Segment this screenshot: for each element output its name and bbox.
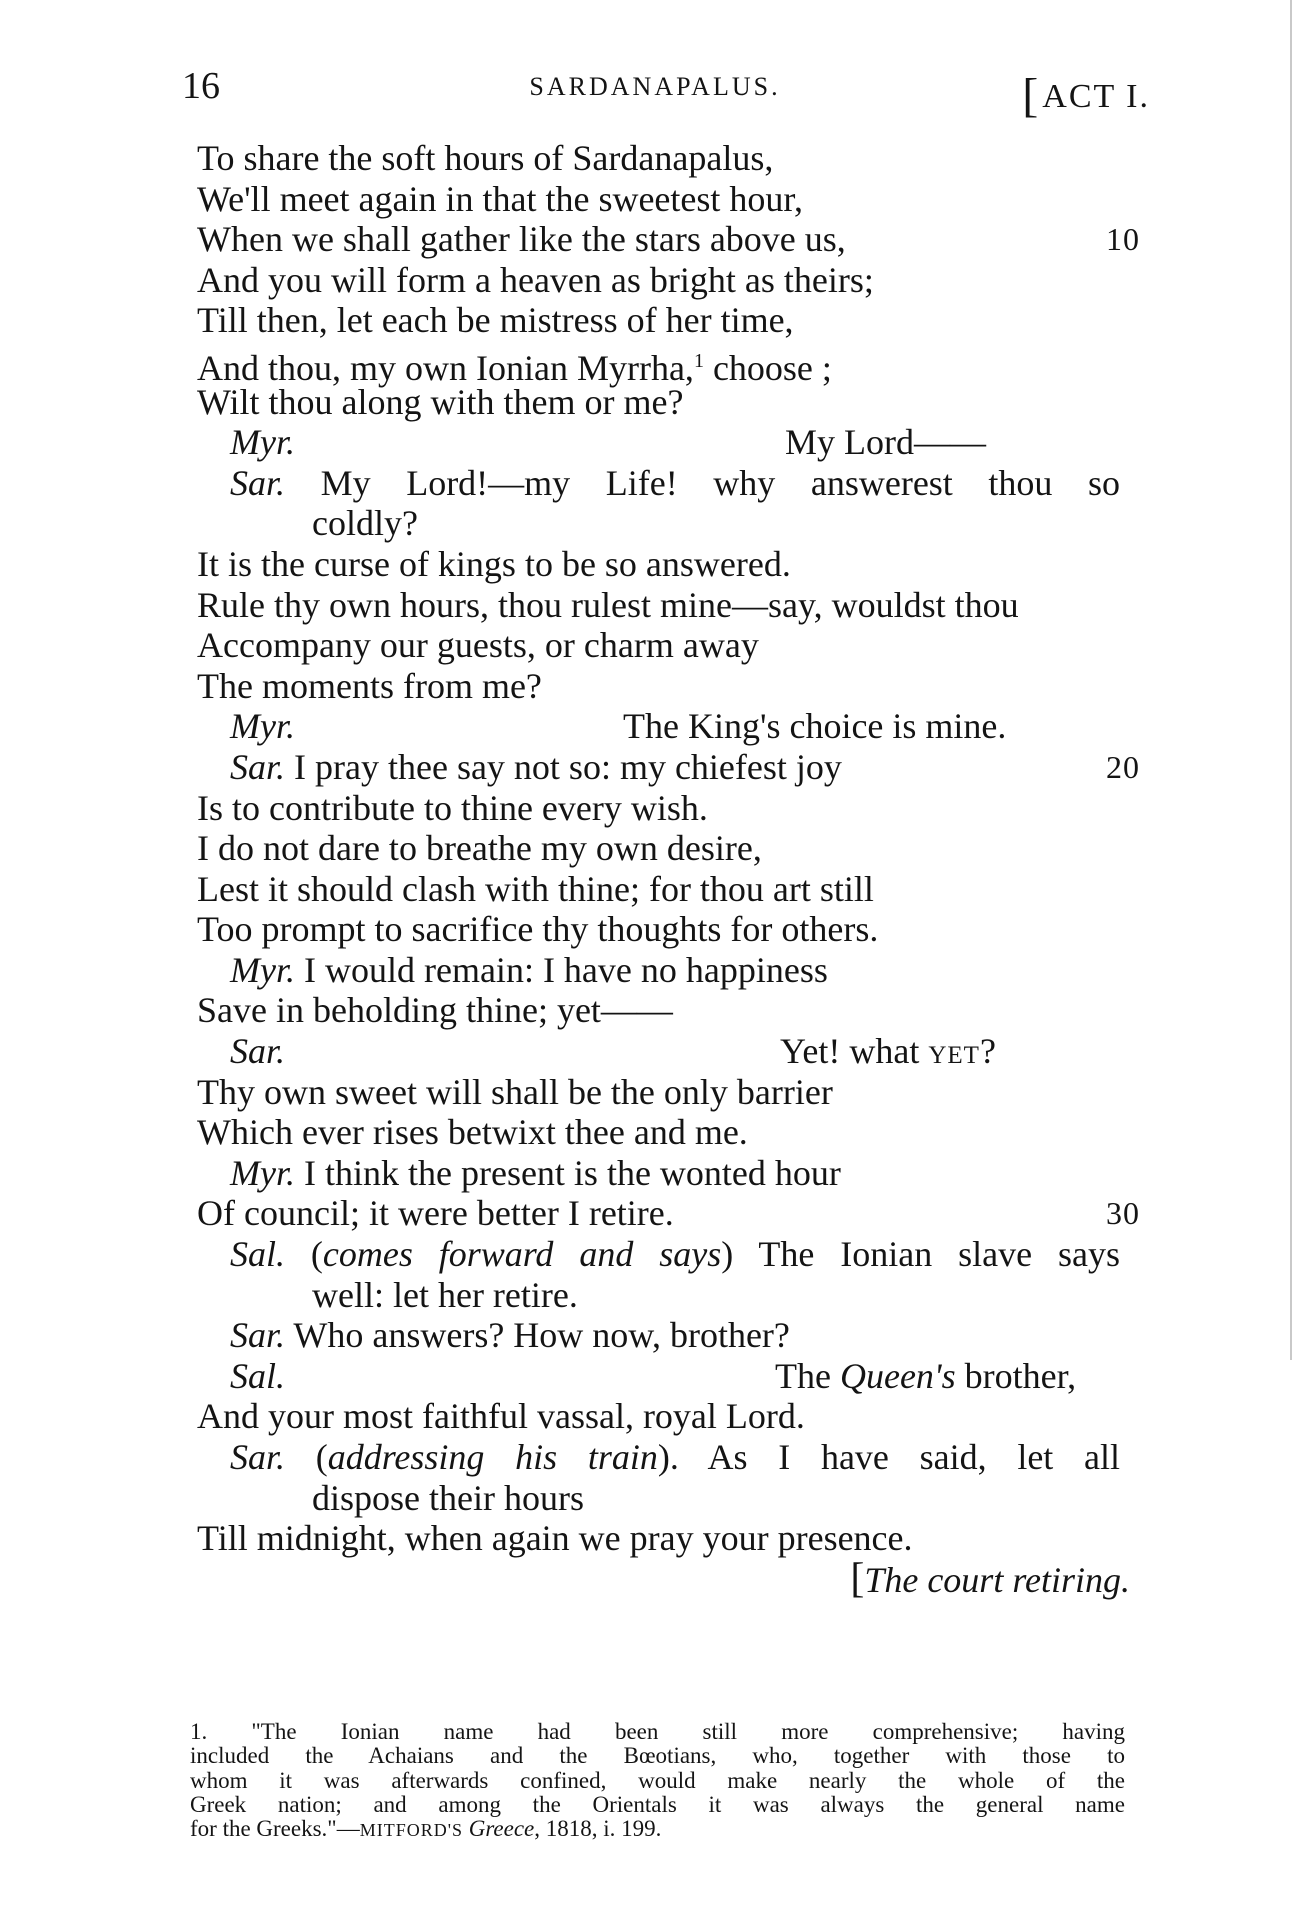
- speaker: Sar.: [230, 1031, 286, 1072]
- footnote: [190, 1720, 1125, 1842]
- speaker: Sar.: [230, 1315, 286, 1356]
- act-label: [ACT I.: [1022, 69, 1150, 122]
- verse-line: Of council; it were better I retire. 30: [197, 1193, 1140, 1234]
- verse-line: Till then, let each be mistress of her time,: [197, 300, 794, 341]
- verse-line: Myr. I would remain: I have no happiness: [230, 949, 828, 990]
- verse-line: Save in beholding thine; yet——: [197, 990, 673, 1031]
- verse-line: coldly?: [312, 503, 418, 544]
- speaker: Sar.: [230, 1437, 286, 1477]
- footnote-line: whom it was afterwards confined, would make nearly the whole of the: [190, 1767, 1125, 1793]
- verse-line: I do not dare to breathe my own desire,: [197, 828, 762, 869]
- verse-line: Too prompt to sacrifice thy thoughts for others.: [197, 909, 879, 950]
- stage-direction: [The court retiring.: [850, 1555, 1130, 1602]
- speaker: Myr.: [230, 949, 295, 990]
- verse-line: Sal. The Queen's brother,: [230, 1355, 1077, 1396]
- verse-line: And you will form a heaven as bright as theirs;: [197, 259, 874, 300]
- page-number: 16: [182, 65, 220, 107]
- verse-line: It is the curse of kings to be so answered.: [197, 543, 791, 584]
- footnote-line: for the Greeks."—MITFORD'S Greece, 1818, i. 199.: [190, 1816, 662, 1842]
- speaker: Sal.: [230, 1355, 286, 1396]
- verse-line: Which ever rises betwixt thee and me.: [197, 1112, 748, 1153]
- verse-line: Accompany our guests, or charm away: [197, 625, 759, 666]
- verse-line: Is to contribute to thine every wish.: [197, 787, 708, 828]
- verse-line: dispose their hours: [312, 1477, 584, 1518]
- speaker: Sar.: [230, 746, 286, 787]
- verse-line: Sar. (addressing his train). As I have said, let all: [230, 1437, 1120, 1477]
- verse-line: When we shall gather like the stars above us, 10: [197, 219, 1140, 260]
- verse-line: Myr. My Lord——: [230, 422, 986, 463]
- verse-line: Thy own sweet will shall be the only barrier: [197, 1071, 833, 1112]
- verse-line: Sar. I pray thee say not so: my chiefest joy 20: [230, 746, 1140, 787]
- verse-line: Myr. The King's choice is mine.: [230, 706, 1007, 747]
- verse-line: Wilt thou along with them or me?: [197, 381, 684, 422]
- speaker: Myr.: [230, 706, 295, 747]
- verse-line: Sar. My Lord!—my Life! why answerest thou so: [230, 462, 1120, 503]
- speaker: Myr.: [230, 1152, 295, 1193]
- footnote-line: Greek nation; and among the Orientals it was always the general name: [190, 1791, 1125, 1817]
- speaker: Myr.: [230, 422, 295, 463]
- line-number: 30: [1106, 1195, 1140, 1232]
- line-number: 20: [1106, 748, 1140, 785]
- speaker: Sal.: [230, 1234, 286, 1275]
- footnote-line: 1. "The Ionian name had been still more comprehensive; having: [190, 1719, 1125, 1744]
- running-header: [0, 64, 1310, 124]
- verse-line: Myr. I think the present is the wonted hour: [230, 1152, 841, 1193]
- verse-line: We'll meet again in that the sweetest hour,: [197, 178, 803, 219]
- verse-line: Sal. (comes forward and says) The Ionian slave says: [230, 1234, 1120, 1275]
- footnote-marker: 1: [693, 349, 704, 372]
- footnote-line: included the Achaians and the Bœotians, who, together with those to: [190, 1743, 1125, 1769]
- verse-line: To share the soft hours of Sardanapalus,: [197, 138, 774, 178]
- verse-text: [0, 138, 1310, 1602]
- verse-line: Sar. Yet! what YET?: [230, 1031, 996, 1072]
- verse-line: And your most faithful vassal, royal Lord.: [197, 1396, 805, 1437]
- verse-line: The moments from me?: [197, 665, 542, 706]
- verse-line: Lest it should clash with thine; for thou art still: [197, 868, 874, 909]
- verse-line: And thou, my own Ionian Myrrha,$^1$ choose ;: [197, 347, 832, 388]
- verse-line: Till midnight, when again we pray your presence.: [197, 1518, 913, 1559]
- verse-line: Rule thy own hours, thou rulest mine—say, wouldst thou: [197, 584, 1019, 625]
- line-number: 10: [1106, 221, 1140, 258]
- verse-line: Sar. Who answers? How now, brother?: [230, 1315, 790, 1356]
- running-title: SARDANAPALUS.: [529, 72, 781, 101]
- verse-line: well: let her retire.: [312, 1274, 578, 1315]
- speaker: Sar.: [230, 462, 286, 503]
